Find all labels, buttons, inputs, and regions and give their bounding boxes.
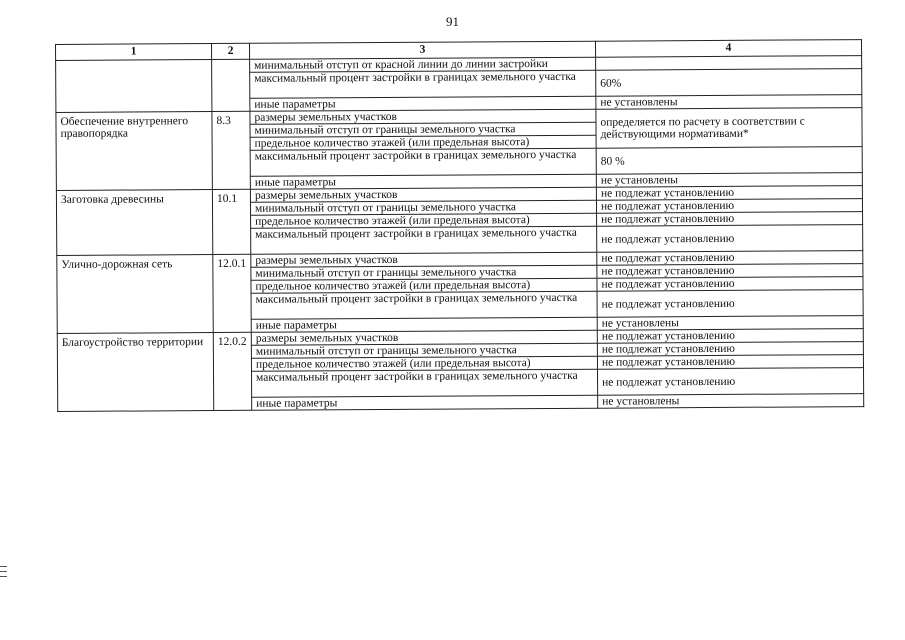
group-code-cell: 10.1 — [212, 189, 250, 254]
param-cell: размеры земельных участков — [251, 330, 597, 345]
param-cell: иные параметры — [251, 317, 597, 332]
scan-edge-mark — [0, 566, 7, 567]
header-col-4: 4 — [595, 40, 861, 58]
param-cell: минимальный отступ от границы земельного участка — [250, 122, 596, 137]
group-name-cell — [56, 60, 212, 113]
param-cell: предельное количество этажей (или предельная высота) — [251, 356, 597, 371]
param-cell: иные параметры — [252, 395, 598, 410]
value-cell: не установлены — [596, 173, 862, 188]
value-cell: не подлежат установлению — [597, 212, 863, 227]
header-col-2: 2 — [212, 43, 250, 59]
param-cell: максимальный процент застройки в границах земельного участка — [250, 148, 596, 176]
page-number: 91 — [446, 14, 459, 29]
param-cell: максимальный процент застройки в границах земельного участка — [251, 291, 597, 319]
land-use-parameters-table — [55, 39, 864, 412]
value-cell: не подлежат установлению — [597, 342, 863, 357]
value-cell: не подлежат установлению — [597, 264, 863, 279]
scan-edge-mark — [0, 576, 7, 577]
param-cell: предельное количество этажей (или предельная высота) — [251, 278, 597, 293]
header-col-3: 3 — [249, 41, 595, 59]
scan-edge-mark — [0, 571, 7, 572]
group-code-cell: 12.0.2 — [213, 332, 251, 410]
value-cell: не установлены — [597, 316, 863, 331]
param-cell: размеры земельных участков — [250, 109, 596, 124]
value-cell: определяется по расчету в соответствии с действующими нормативами* — [596, 108, 862, 149]
value-cell: не подлежат установлению — [597, 225, 863, 253]
value-cell: 80 % — [596, 147, 862, 175]
group-name-cell: Обеспечение внутреннего правопорядка — [56, 112, 212, 191]
value-cell: не подлежат установлению — [597, 329, 863, 344]
value-cell: не установлены — [598, 394, 864, 409]
param-cell: максимальный процент застройки в границах земельного участка — [252, 369, 598, 397]
value-cell: не подлежат установлению — [597, 368, 863, 396]
value-cell: не подлежат установлению — [597, 355, 863, 370]
param-cell: иные параметры — [250, 174, 596, 189]
group-name-cell: Заготовка древесины — [56, 190, 212, 256]
param-cell: иные параметры — [250, 96, 596, 111]
group-code-cell: 8.3 — [212, 111, 250, 189]
param-cell: максимальный процент застройки в границах земельного участка — [250, 70, 596, 98]
group-code-cell: 12.0.1 — [213, 254, 251, 332]
param-cell: минимальный отступ от границы земельного участка — [251, 343, 597, 358]
param-cell: предельное количество этажей (или предельная высота) — [251, 213, 597, 228]
group-name-cell: Благоустройство территории — [57, 333, 213, 412]
value-cell: 60% — [596, 69, 862, 97]
param-cell: размеры земельных участков — [250, 187, 596, 202]
value-cell: не установлены — [596, 95, 862, 110]
value-cell: не подлежат установлению — [597, 251, 863, 266]
param-cell: размеры земельных участков — [251, 252, 597, 267]
value-cell: не подлежат установлению — [597, 290, 863, 318]
value-cell: не подлежат установлению — [597, 277, 863, 292]
param-cell: предельное количество этажей (или предельная высота) — [250, 135, 596, 150]
param-cell: минимальный отступ от границы земельного участка — [250, 200, 596, 215]
param-cell: максимальный процент застройки в границах земельного участка — [251, 226, 597, 254]
value-cell: не подлежат установлению — [596, 199, 862, 214]
group-name-cell: Улично-дорожная сеть — [57, 255, 213, 334]
group-code-cell — [212, 59, 250, 111]
param-cell: минимальный отступ от границы земельного участка — [251, 265, 597, 280]
value-cell: не подлежат установлению — [596, 186, 862, 201]
param-cell: минимальный отступ от красной линии до линии застройки — [250, 57, 596, 72]
header-col-1: 1 — [56, 44, 212, 61]
